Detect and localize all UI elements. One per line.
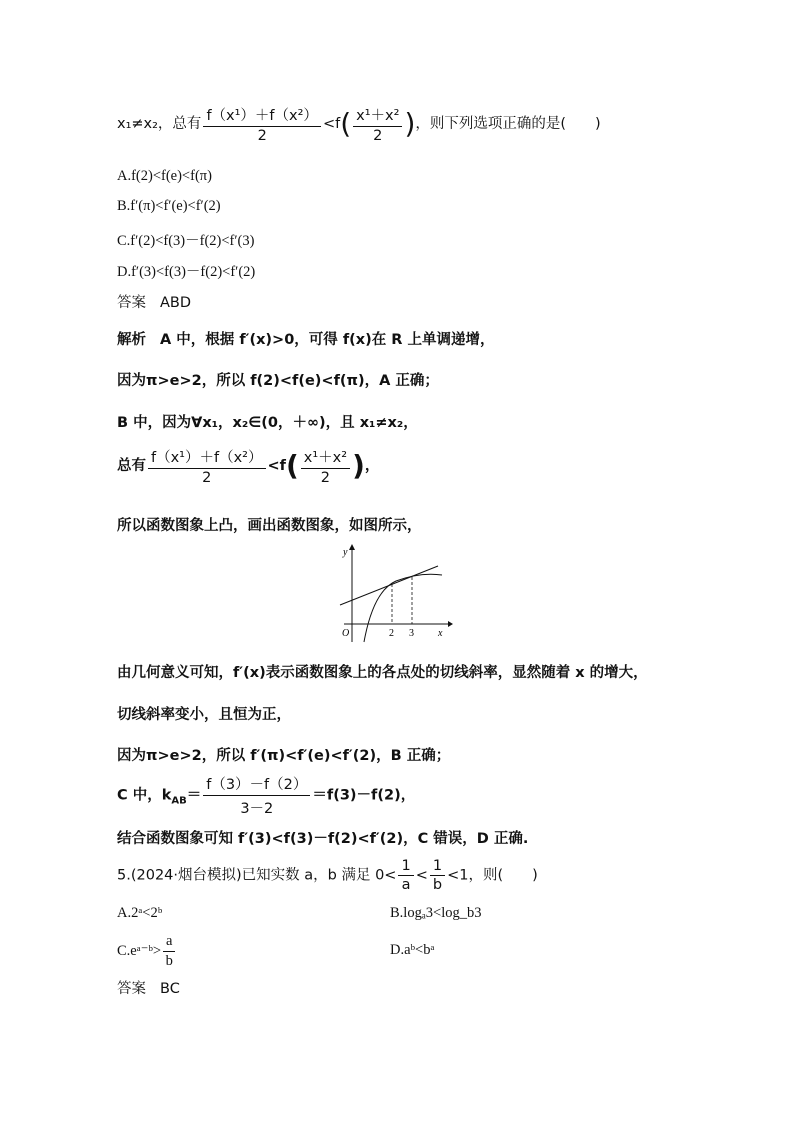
solution-line-b1: B 中，因为∀x₁，x₂∈(0，＋∞)，且 x₁≠x₂， xyxy=(117,415,418,431)
option-d: D.f′(3)<f(3)－f(2)<f′(2) xyxy=(117,264,256,280)
solution-label: 解析 xyxy=(117,332,146,348)
problem5-stem: 5.(2024·烟台模拟)已知实数 a，b 满足 0< $\frac{1}{a}$ < $\frac{1}{b}$ <1，则( ) xyxy=(117,858,538,893)
option-b: B.f′(π)<f′(e)<f′(2) xyxy=(117,198,221,214)
tick-label-3: 3 xyxy=(409,628,414,639)
function-curve xyxy=(364,574,442,642)
solution-line-b5: 切线斜率变小，且恒为正， xyxy=(117,707,291,723)
solution-line-a2: 因为π>e>2，所以 f(2)<f(e)<f(π)，A 正确； xyxy=(117,373,439,389)
solution-line-b6: 因为π>e>2，所以 f′(π)<f′(e)<f′(2)，B 正确； xyxy=(117,748,451,764)
x-axis-label: x xyxy=(438,628,443,639)
answer-label: 答案 xyxy=(117,295,146,311)
frac-1-over-a: $\frac{1}{a}$ xyxy=(398,858,413,893)
problem5-option-d: D.aᵇ<bᵃ xyxy=(390,942,435,958)
tick-label-2: 2 xyxy=(389,628,394,639)
x-axis-arrow xyxy=(448,621,453,627)
problem5-option-c: C.eᵃ⁻ᵇ> $\frac{a}{b}$ xyxy=(117,933,177,970)
solution-inner-fraction: $\frac{\text{x¹＋x²}}{2}$ xyxy=(301,446,350,486)
option-a: A.f(2)<f(e)<f(π) xyxy=(117,168,212,184)
solution-line-b2: 总有 $\frac{\text{f（x¹）＋f（x²）}}{2}$ <f( $\frac{\text{x¹＋x²}}{2}$ )， xyxy=(117,446,379,486)
condition-line: x₁≠x₂，总有 $\frac{\text{f（x¹）＋f（x²）}}{2}$ <f( $\frac{\text{x¹＋x²}}{2}$ )，则下列选项正确的是( ) xyxy=(117,104,601,144)
function-graph xyxy=(338,544,453,644)
condition-vars: x₁≠x₂，总有 xyxy=(117,116,202,132)
answer-line xyxy=(117,291,191,312)
problem5-answer-label: 答案 xyxy=(117,981,146,997)
problem5-answer-line xyxy=(117,977,180,998)
condition-fraction: $\frac{\text{f（x¹）＋f（x²）}}{2}$ xyxy=(203,104,321,144)
slope-fraction: $\frac{f(3)-f(2)}{3-2}$ xyxy=(203,773,310,818)
solution-fraction: $\frac{\text{f（x¹）＋f（x²）}}{2}$ xyxy=(148,446,266,486)
option-c: C.f′(2)<f(3)－f(2)<f′(3) xyxy=(117,233,255,249)
problem5-option-b: B.logₐ3<log_b3 xyxy=(390,905,482,921)
problem5-option-a: A.2ᵃ<2ᵇ xyxy=(117,905,163,921)
y-axis-label: y xyxy=(343,547,348,558)
solution-line-d: 结合函数图象可知 f′(3)<f(3)－f(2)<f′(2)，C 错误，D 正确. xyxy=(117,831,529,847)
problem5-answer-value: BC xyxy=(160,981,180,997)
frac-a-over-b: $\frac{a}{b}$ xyxy=(163,933,175,970)
condition-inner-fraction: $\frac{\text{x¹＋x²}}{2}$ xyxy=(353,104,402,144)
solution-line-b3: 所以函数图象上凸，画出函数图象，如图所示， xyxy=(117,518,422,534)
origin-label: O xyxy=(342,628,350,639)
solution-line-c: C 中，$k_{AB}=$ $\frac{f(3)-f(2)}{3-2}$ ＝f(3)－f(2)， xyxy=(117,773,415,818)
answer-value: ABD xyxy=(160,295,192,311)
y-axis-arrow xyxy=(349,544,355,550)
solution-line-b4: 由几何意义可知，f′(x)表示函数图象上的各点处的切线斜率，显然随着 x 的增大， xyxy=(117,665,648,681)
frac-1-over-b: $\frac{1}{b}$ xyxy=(430,858,445,893)
solution-line-a1: 解析 A 中，根据 f′(x)>0，可得 f(x)在 R 上单调递增， xyxy=(117,332,495,348)
